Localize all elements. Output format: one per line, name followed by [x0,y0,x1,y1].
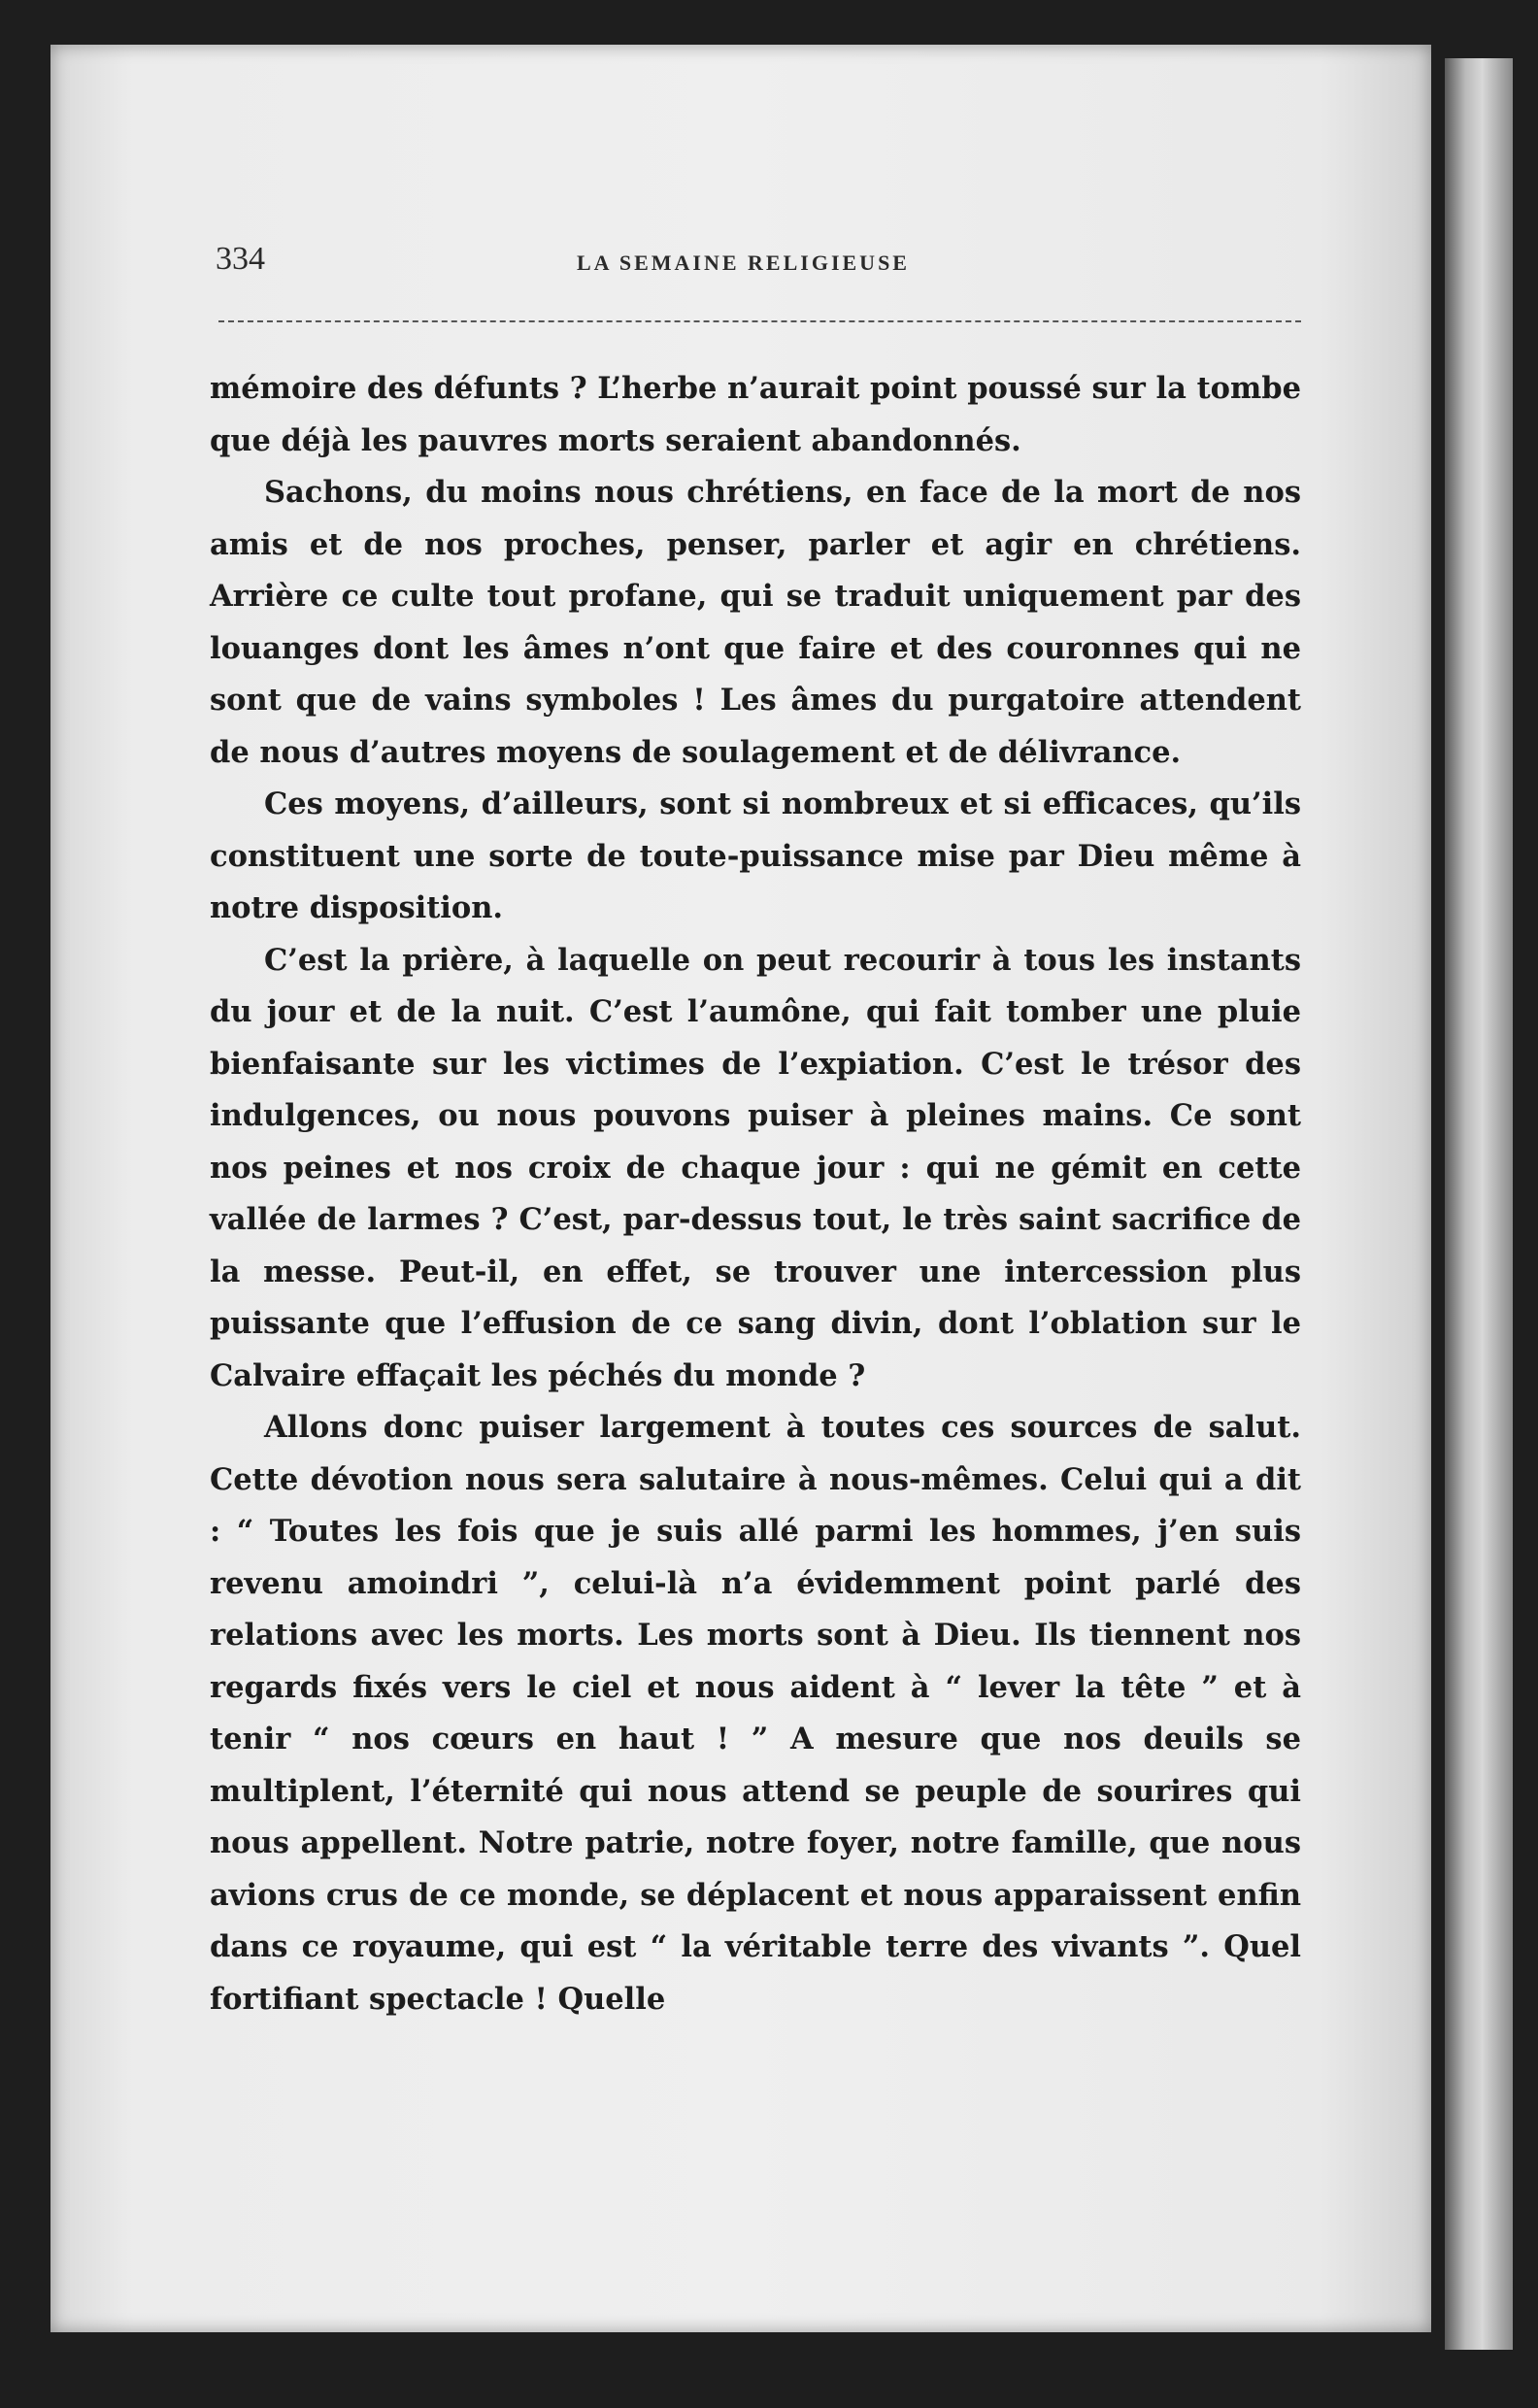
paragraph: Allons donc puiser largement à toutes ces sources de salut. Cette dévotion nous sera salutaire à nous-mêmes. Celui qui a dit : “ Toutes les fois que je suis allé parmi les hommes, j’en suis revenu amoindri ”, celui-là n’a évidemment point parlé des relations avec les morts. Les morts sont à Dieu. Ils tiennent nos regards fixés vers le ciel et nous aident à “ lever la tête ” et à tenir “ nos cœurs en haut ! ” A mesure que nos deuils se multiplent, l’éternité qui nous attend se peuple de sourires qui nous appellent. Notre patrie, notre foyer, notre famille, que nous avions crus de ce monde, se déplacent et nous apparaissent enfin dans ce royaume, qui est “ la véritable terre des vivants ”. Quel fortifiant spectacle ! Quelle [210,1410,1301,2017]
header-rule [218,320,1301,322]
paragraph: Sachons, du moins nous chrétiens, en face de la mort de nos amis et de nos proches, penser, parler et agir en chrétiens. Arrière ce culte tout profane, qui se traduit uniquement par des louanges dont les âmes n’ont que faire et des couronnes qui ne sont que de vains symboles ! Les âmes du purgatoire attendent de nous d’autres moyens de soulagement et de délivrance. [210,475,1301,770]
paragraph-continued: mémoire des défunts ? L’herbe n’aurait point poussé sur la tombe que déjà les pauvres morts seraient abandonnés. [210,371,1301,458]
body-text [210,363,1301,2025]
paragraph: Ces moyens, d’ailleurs, sont si nombreux et si efficaces, qu’ils constituent une sorte de toute-puissance mise par Dieu même à notre disposition. [210,786,1301,925]
running-head [216,241,1303,280]
paragraph: C’est la prière, à laquelle on peut recourir à tous les instants du jour et de la nuit. C’est l’aumône, qui fait tomber une pluie bienfaisante sur les victimes de l’expiation. C’est le trésor des indulgences, ou nous pouvons puiser à pleines mains. Ce sont nos peines et nos croix de chaque jour : qui ne gémit en cette vallée de larmes ? C’est, par-dessus tout, le très saint sacrifice de la messe. Peut-il, en effet, se trouver une intercession plus puissante que l’effusion de ce sang divin, dont l’oblation sur le Calvaire effaçait les péchés du monde ? [210,942,1301,1393]
page-number: 334 [216,241,265,277]
adjacent-page-edge [1445,58,1513,2350]
running-title: LA SEMAINE RELIGIEUSE [577,251,910,275]
